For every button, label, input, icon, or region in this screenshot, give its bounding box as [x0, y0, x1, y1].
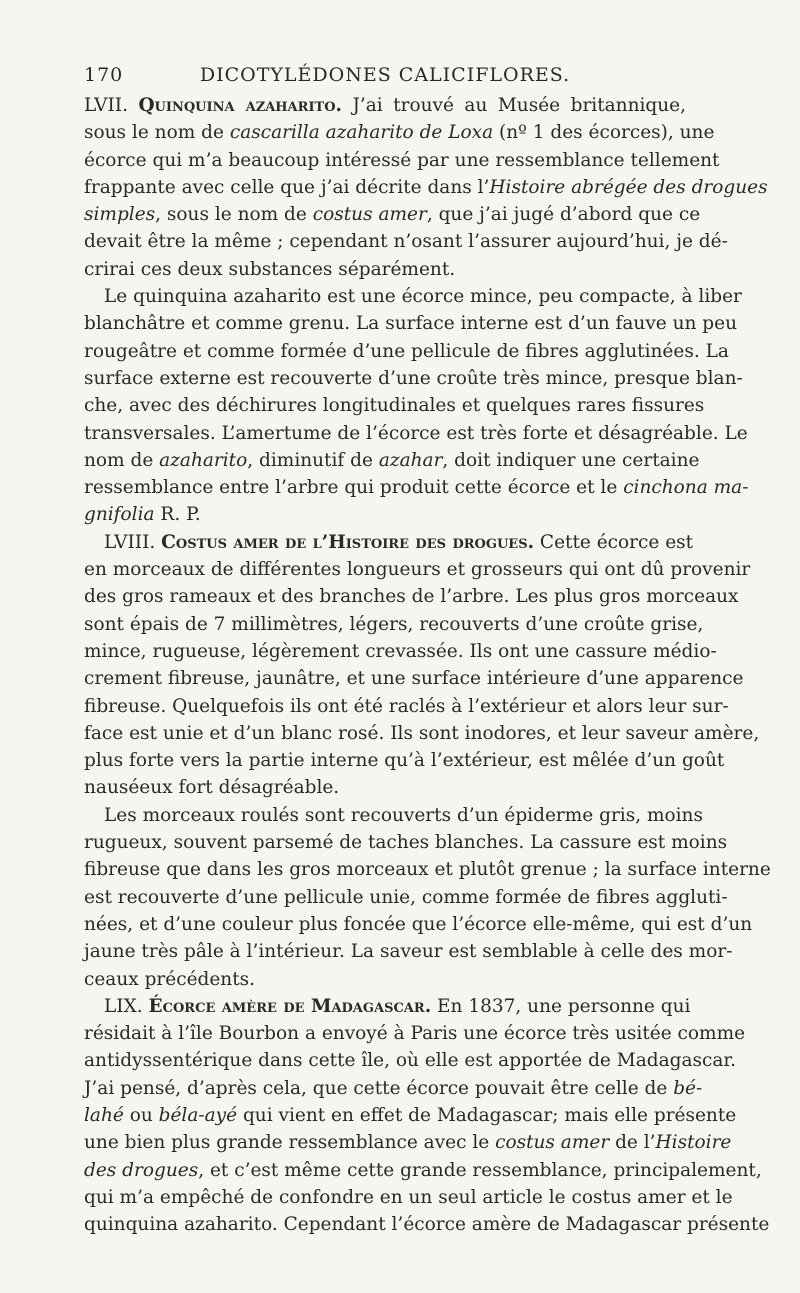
text-segment: nées, et d’une couleur plus foncée que l’écorce elle-même, qui est d’un: [84, 913, 753, 935]
text-line: [84, 529, 694, 556]
text-segment: (nº 1 des écorces), une: [493, 122, 715, 144]
italic-text: costus amer: [312, 204, 427, 226]
text-line: [84, 228, 728, 255]
italic-text: béla-ayé: [158, 1104, 238, 1126]
text-segment: mince, rugueuse, légèrement crevassée. Ils ont une cassure médio-: [84, 640, 717, 662]
text-segment: antidyssentérique dans cette île, où elle est apportée de Madagascar.: [84, 1050, 737, 1072]
text-segment: ou: [123, 1104, 159, 1126]
text-segment: En 1837, une personne qui: [431, 995, 691, 1017]
text-segment: devait être la même ; cependant n’osant l’assurer aujourd’hui, je dé-: [84, 231, 728, 253]
text-line: [84, 856, 771, 883]
body-text: [84, 92, 771, 1238]
text-segment: , sous le nom de: [155, 204, 313, 226]
italic-text: gnifolia: [84, 504, 155, 526]
running-title: DICOTYLÉDONES CALICIFLORES.: [199, 64, 571, 86]
text-segment: fibreuse que dans les gros morceaux et plutôt grenue ; la surface interne: [84, 859, 771, 881]
text-segment: des gros rameaux et des branches de l’arbre. Les plus gros morceaux: [84, 586, 739, 608]
text-line: [84, 993, 691, 1020]
text-segment: rugueux, souvent parsemé de taches blanches. La cassure est moins: [84, 832, 728, 854]
text-line: [84, 966, 686, 993]
text-line: [84, 420, 748, 447]
text-line: [84, 201, 701, 228]
page-number: 170: [84, 64, 124, 86]
italic-text: Histoire: [655, 1132, 732, 1154]
text-segment: , que j’ai jugé d’abord que ce: [426, 204, 701, 226]
text-line: [84, 802, 703, 829]
text-line: [84, 938, 733, 965]
text-line: [84, 720, 760, 747]
text-line: [84, 174, 768, 201]
text-line: [84, 119, 715, 146]
text-segment: blanchâtre et comme grenu. La surface interne est d’un fauve un peu: [84, 313, 738, 335]
text-line: [84, 392, 705, 419]
text-line: [84, 338, 729, 365]
text-segment: nom de: [84, 449, 160, 471]
text-line: [84, 283, 742, 310]
text-line: [84, 665, 744, 692]
text-segment: est recouverte d’une pellicule unie, comme formée de fibres aggluti-: [84, 886, 728, 908]
text-segment: che, avec des déchirures longitudinales et quelques rares fissures: [84, 395, 705, 417]
text-segment: LVII.: [84, 95, 139, 116]
text-line: [84, 474, 749, 501]
text-segment: surface externe est recouverte d’une croûte très mince, presque blan-: [84, 367, 743, 389]
text-line: [84, 1129, 732, 1156]
page-header: [84, 64, 686, 92]
text-line: [84, 310, 738, 337]
text-segment: jaune très pâle à l’intérieur. La saveur est semblable à celle des mor-: [84, 941, 733, 963]
text-segment: en morceaux de différentes longueurs et grosseurs qui ont dû provenir: [84, 559, 751, 581]
text-line: [84, 911, 753, 938]
text-line: [84, 1020, 746, 1047]
text-line: [84, 884, 728, 911]
text-segment: qui vient en effet de Madagascar; mais elle présente: [237, 1104, 737, 1126]
text-segment: fibreuse. Quelquefois ils ont été raclés à l’extérieur et alors leur sur-: [84, 695, 729, 717]
text-segment: crement fibreuse, jaunâtre, et une surface intérieure d’une apparence: [84, 668, 744, 690]
text-segment: de l’: [609, 1132, 656, 1154]
text-line: [84, 147, 720, 174]
text-segment: , doit indiquer une certaine: [442, 449, 700, 471]
text-line: [84, 1102, 737, 1129]
text-segment: , diminutif de: [247, 449, 379, 471]
italic-text: des drogues: [84, 1159, 199, 1181]
text-segment: face est unie et d’un blanc rosé. Ils sont inodores, et leur saveur amère,: [84, 722, 760, 744]
text-segment: une bien plus grande ressemblance avec le: [84, 1132, 496, 1154]
text-segment: crirai ces deux substances séparément.: [84, 258, 456, 280]
text-line: [84, 501, 686, 528]
text-line: [84, 1157, 762, 1184]
text-line: [84, 256, 686, 283]
text-segment: sont épais de 7 millimètres, légers, recouverts d’une croûte grise,: [84, 613, 704, 635]
italic-text: simples: [84, 204, 156, 226]
text-segment: , et c’est même cette grande ressemblance, principalement,: [198, 1159, 762, 1181]
text-segment: R. P.: [154, 504, 201, 526]
text-line: [84, 1184, 733, 1211]
italic-text: azaharito: [159, 449, 248, 471]
section-heading: Quinquina azaharito.: [138, 95, 342, 116]
italic-text: cinchona ma-: [623, 477, 749, 499]
text-line: [84, 774, 686, 801]
text-segment: Les morceaux roulés sont recouverts d’un épiderme gris, moins: [104, 804, 703, 826]
text-line: [84, 747, 725, 774]
text-segment: J’ai pensé, d’après cela, que cette écorce pouvait être celle de: [84, 1077, 674, 1099]
text-line: [84, 447, 700, 474]
text-segment: nauséeux fort désagréable.: [84, 777, 340, 799]
text-line: [84, 365, 743, 392]
text-line: [84, 583, 739, 610]
text-segment: écorce qui m’a beaucoup intéressé par une ressemblance tellement: [84, 149, 720, 171]
text-line: [84, 638, 717, 665]
text-segment: ressemblance entre l’arbre qui produit cette écorce et le: [84, 477, 624, 499]
text-segment: frappante avec celle que j’ai décrite dans l’: [84, 176, 490, 198]
text-line: [84, 611, 704, 638]
text-segment: ceaux précédents.: [84, 968, 256, 990]
text-segment: Le quinquina azaharito est une écorce mince, peu compacte, à liber: [104, 286, 742, 308]
text-segment: plus forte vers la partie interne qu’à l’extérieur, est mêlée d’un goût: [84, 750, 725, 772]
text-line: [84, 1047, 737, 1074]
italic-text: azahar: [378, 449, 443, 471]
text-segment: rougeâtre et comme formée d’une pellicule de fibres agglutinées. La: [84, 340, 729, 362]
italic-text: lahé: [84, 1104, 124, 1126]
text-line: [84, 693, 729, 720]
text-segment: transversales. L’amertume de l’écorce est très forte et désagréable. Le: [84, 422, 748, 444]
section-heading: Écorce amère de Madagascar.: [148, 995, 432, 1017]
text-line: [84, 92, 686, 119]
italic-text: Histoire abrégée des drogues: [489, 176, 768, 198]
section-heading: Costus amer de l’Histoire des drogues.: [161, 531, 535, 553]
text-segment: LVIII.: [104, 531, 162, 553]
italic-text: bé-: [673, 1077, 703, 1099]
text-line: [84, 556, 751, 583]
text-line: [84, 1211, 770, 1238]
italic-text: costus amer: [495, 1132, 610, 1154]
text-segment: quinquina azaharito. Cependant l’écorce amère de Madagascar présente: [84, 1214, 770, 1236]
text-segment: LIX.: [104, 995, 149, 1017]
text-segment: résidait à l’île Bourbon a envoyé à Paris une écorce très usitée comme: [84, 1023, 746, 1045]
italic-text: cascarilla azaharito de Loxa: [229, 122, 494, 144]
text-line: [84, 1075, 703, 1102]
text-segment: Cette écorce est: [534, 531, 694, 553]
text-segment: qui m’a empêché de confondre en un seul article le costus amer et le: [84, 1186, 733, 1208]
text-segment: J’ai trouvé au Musée britannique,: [341, 95, 686, 116]
text-segment: sous le nom de: [84, 122, 230, 144]
text-line: [84, 829, 728, 856]
